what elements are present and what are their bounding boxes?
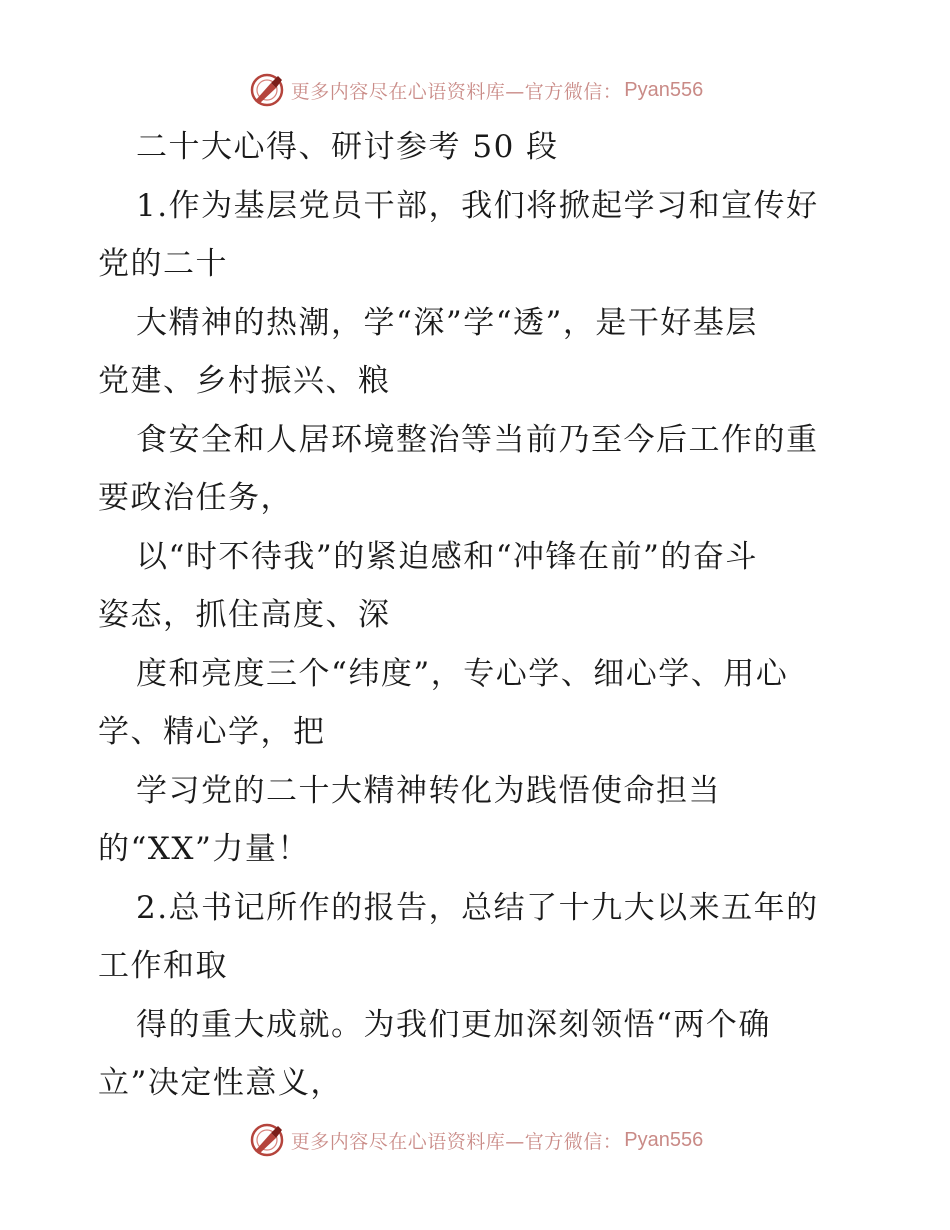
paragraph-line: 1.作为基层党员干部，我们将掀起学习和宣传好 [136, 187, 819, 224]
footer-watermark [0, 1118, 950, 1162]
paragraph-line: 党建、乡村振兴、粮 [98, 363, 391, 399]
watermark-wechat-id: Pyan556 [624, 1128, 704, 1151]
watermark-wechat-id: Pyan556 [624, 78, 704, 101]
paragraph-line: 姿态，抓住高度、深 [98, 597, 391, 633]
paragraph-line: 学、精心学，把 [98, 714, 326, 750]
paragraph-line: 学习党的二十大精神转化为践悟使命担当 [136, 772, 721, 809]
paragraph-line: 2.总书记所作的报告，总结了十九大以来五年的 [136, 889, 819, 926]
paragraph-line: 得的重大成就。为我们更加深刻领悟“两个确 [136, 1006, 771, 1043]
paragraph-line: 党的二十 [98, 246, 228, 282]
pen-nib-circle-icon [247, 1120, 287, 1160]
pen-nib-circle-icon [247, 70, 287, 110]
paragraph-line: 以“时不待我”的紧迫感和“冲锋在前”的奋斗 [136, 538, 758, 575]
paragraph-line: 工作和取 [98, 948, 228, 984]
paragraph-line: 度和亮度三个“纬度”，专心学、细心学、用心 [136, 655, 789, 692]
paragraph-line: 立”决定性意义， [98, 1065, 343, 1101]
paragraph-line: 食安全和人居环境整治等当前乃至今后工作的重 [136, 421, 819, 458]
header-watermark [0, 68, 950, 112]
paragraph-line: 的“XX”力量！ [98, 831, 310, 867]
paragraph-line: 要政治任务， [98, 480, 293, 516]
watermark-text: 更多内容尽在心语资料库—官方微信： [290, 80, 623, 103]
document-body [98, 118, 858, 1113]
document-title: 二十大心得、研讨参考 50 段 [136, 129, 559, 165]
watermark-text: 更多内容尽在心语资料库—官方微信： [290, 1130, 623, 1153]
paragraph-line: 大精神的热潮，学“深”学“透”，是干好基层 [136, 304, 758, 341]
